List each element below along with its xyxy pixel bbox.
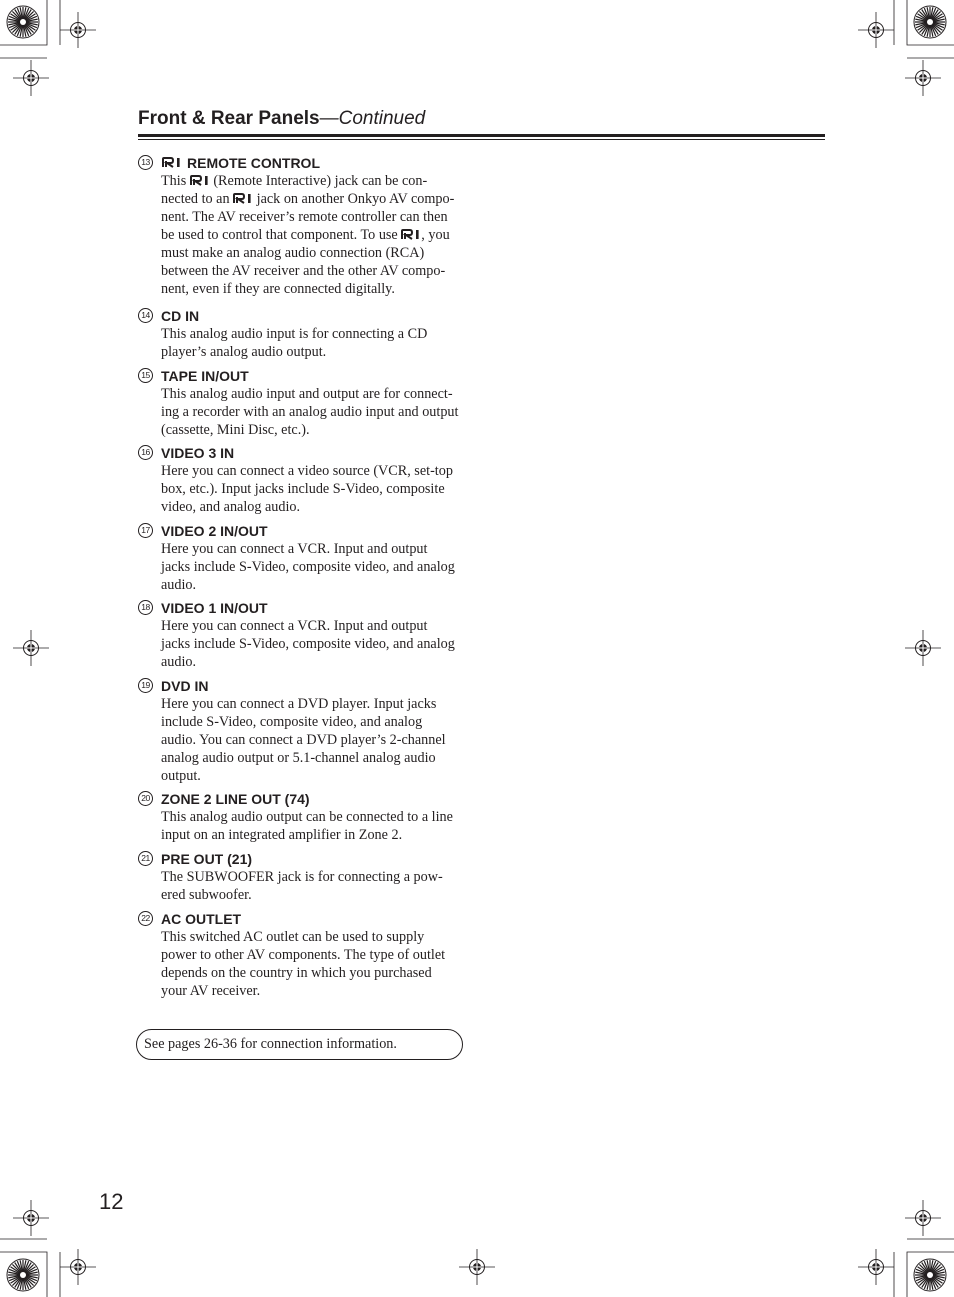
body-line: audio.	[161, 654, 197, 670]
ri-logo-icon	[233, 193, 253, 204]
item-number: 22	[138, 911, 153, 926]
item-number: 14	[138, 308, 153, 323]
ri-logo-icon	[401, 229, 421, 240]
body-text: nected to an	[161, 191, 230, 207]
body-line: analog audio output or 5.1-channel analog audio	[161, 750, 436, 766]
body-line: Here you can connect a DVD player. Input jacks	[161, 696, 437, 712]
body-line: Here you can connect a VCR. Input and output	[161, 541, 428, 557]
item-title: DVD IN	[161, 678, 209, 694]
body-line: output.	[161, 768, 201, 784]
body-line: The SUBWOOFER jack is for connecting a pow-	[161, 869, 443, 885]
body-text: , you	[421, 227, 450, 243]
body-text: jack on another Onkyo AV compo-	[256, 191, 455, 207]
item-number: 13	[138, 155, 153, 170]
body-line: player’s analog audio output.	[161, 344, 327, 360]
header-rule-thick	[138, 134, 825, 137]
body-line: video, and analog audio.	[161, 499, 301, 515]
item-dvd-in	[138, 677, 468, 785]
item-title: PRE OUT (21)	[161, 851, 253, 867]
ri-logo-icon	[162, 157, 182, 168]
item-number: 17	[138, 523, 153, 538]
body-line: This analog audio output can be connected to a line	[161, 809, 453, 825]
item-title: VIDEO 2 IN/OUT	[161, 523, 268, 539]
page-header-title	[138, 108, 425, 130]
body-line: must make an analog audio connection (RCA)	[161, 245, 425, 261]
ri-logo-icon	[190, 175, 210, 186]
item-number: 21	[138, 851, 153, 866]
body-line: input on an integrated amplifier in Zone 2.	[161, 827, 403, 843]
item-video-1-in-out	[138, 599, 468, 671]
body-text: (Remote Interactive) jack can be con-	[213, 173, 428, 189]
item-video-2-in-out	[138, 522, 468, 594]
body-line: power to other AV components. The type of outlet	[161, 947, 446, 963]
item-pre-out	[138, 850, 468, 904]
body-line: This switched AC outlet can be used to supply	[161, 929, 425, 945]
item-number: 20	[138, 791, 153, 806]
body-line: your AV receiver.	[161, 983, 261, 999]
item-number: 19	[138, 678, 153, 693]
item-title: REMOTE CONTROL	[187, 155, 320, 171]
continued-label: —Continued	[319, 108, 426, 129]
item-zone-2-line-out	[138, 790, 468, 844]
body-line: audio. You can connect a DVD player’s 2-channel	[161, 732, 446, 748]
item-cd-in	[138, 307, 468, 361]
body-line: audio.	[161, 577, 197, 593]
item-remote-control	[138, 154, 468, 298]
body-line: This analog audio input is for connecting a CD	[161, 326, 428, 342]
body-line: (cassette, Mini Disc, etc.).	[161, 422, 310, 438]
item-video-3-in	[138, 444, 468, 516]
body-line: between the AV receiver and the other AV compo-	[161, 263, 446, 279]
body-line: include S-Video, composite video, and analog	[161, 714, 423, 730]
body-line: nent, even if they are connected digitally.	[161, 281, 395, 297]
header-rule-thin	[138, 139, 825, 140]
section-title: Front & Rear Panels	[138, 108, 320, 129]
item-title: CD IN	[161, 308, 200, 324]
item-title: VIDEO 3 IN	[161, 445, 235, 461]
body-line: jacks include S-Video, composite video, and analog	[161, 559, 455, 575]
item-number: 15	[138, 368, 153, 383]
item-number: 18	[138, 600, 153, 615]
body-line: ered subwoofer.	[161, 887, 252, 903]
body-line: Here you can connect a VCR. Input and output	[161, 618, 428, 634]
body-line: This analog audio input and output are for connect-	[161, 386, 453, 402]
body-line: box, etc.). Input jacks include S-Video, composite	[161, 481, 445, 497]
item-ac-outlet	[138, 910, 468, 1000]
item-title: VIDEO 1 IN/OUT	[161, 600, 268, 616]
item-title: TAPE IN/OUT	[161, 368, 249, 384]
body-line: Here you can connect a video source (VCR, set-top	[161, 463, 453, 479]
item-number: 16	[138, 445, 153, 460]
item-title: AC OUTLET	[161, 911, 242, 927]
body-text: This	[161, 173, 187, 189]
note-text: See pages 26-36 for connection information.	[144, 1036, 397, 1052]
body-line: nent. The AV receiver’s remote controller can then	[161, 209, 448, 225]
body-line: jacks include S-Video, composite video, and analog	[161, 636, 455, 652]
body-text: be used to control that component. To use	[161, 227, 398, 243]
body-line: depends on the country in which you purchased	[161, 965, 432, 981]
item-title: ZONE 2 LINE OUT (74)	[161, 791, 310, 807]
item-tape-in-out	[138, 367, 468, 439]
body-line: ing a recorder with an analog audio input and output	[161, 404, 459, 420]
page-number: 12	[99, 1189, 124, 1214]
